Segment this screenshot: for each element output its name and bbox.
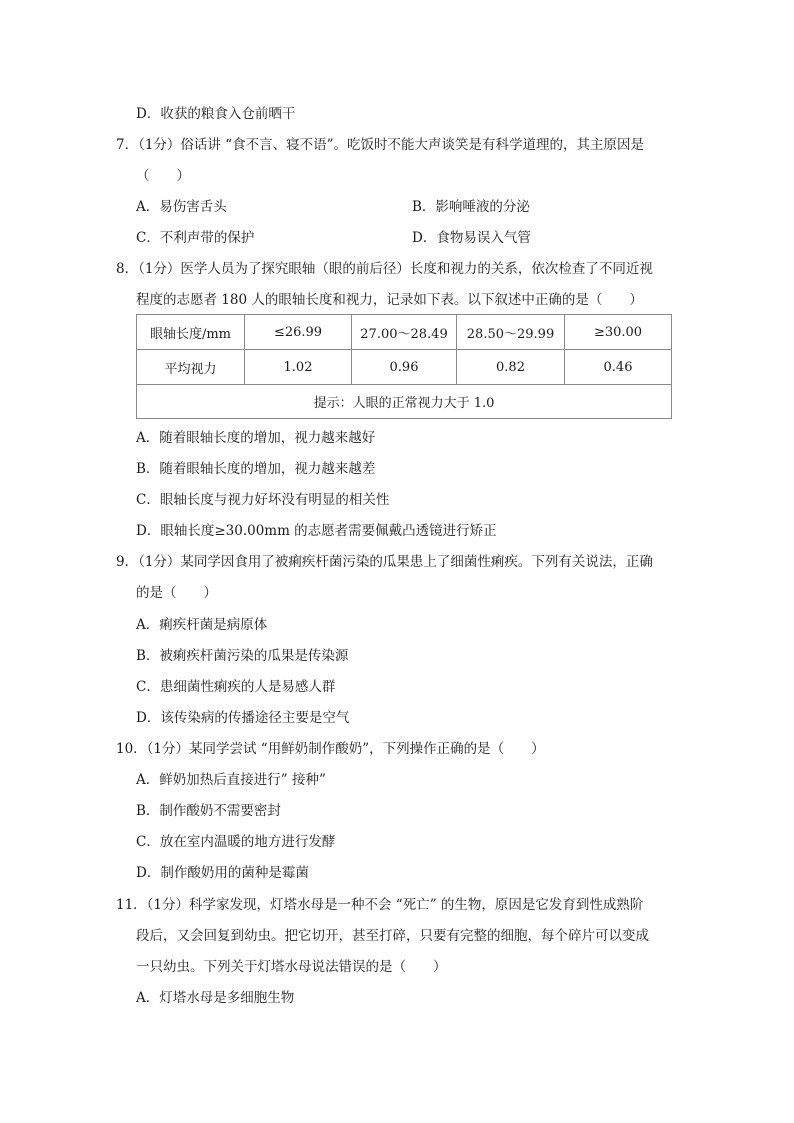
table-header-cell: ≤26.99 (245, 315, 352, 350)
q9-stem-line2: 的是（ ） (136, 585, 217, 601)
q9-option-c: C．患细菌性痢疾的人是易感人群 (136, 679, 336, 695)
table-header-cell: 眼轴长度/mm (137, 315, 245, 350)
table-hint-row (137, 385, 672, 419)
eye-axis-vision-table (136, 314, 672, 419)
table-hint: 提示：人眼的正常视力大于 1.0 (137, 385, 672, 419)
q7-stem-line2: （ ） (136, 168, 190, 184)
table-header-cell: 28.50～29.99 (457, 315, 565, 350)
q8-option-a: A．随着眼轴长度的增加，视力越来越好 (136, 430, 376, 446)
q6-option-d: D．收获的粮食入仓前晒干 (136, 106, 296, 122)
q11-stem-line1: 11．（1分）科学家发现，灯塔水母是一种不会 “死亡” 的生物，原因是它发育到性成熟阶 (116, 897, 644, 913)
q8-option-c: C．眼轴长度与视力好坏没有明显的相关性 (136, 492, 390, 508)
q7-option-a: A．易伤害舌头 (136, 199, 227, 215)
q10-option-c: C．放在室内温暖的地方进行发酵 (136, 834, 336, 850)
q7-option-b: B．影响唾液的分泌 (412, 199, 530, 215)
q8-stem-line1: 8．（1分）医学人员为了探究眼轴（眼的前后径）长度和视力的关系，依次检查了不同近视 (116, 261, 653, 277)
q7-option-c: C．不利声带的保护 (136, 230, 255, 246)
q8-option-b: B．随着眼轴长度的增加，视力越来越差 (136, 461, 376, 477)
table-cell: 0.96 (352, 350, 457, 385)
table-header-row (137, 315, 672, 350)
q9-option-d: D．该传染病的传播途径主要是空气 (136, 710, 350, 726)
q10-option-a: A．鲜奶加热后直接进行” 接种” (136, 772, 326, 788)
q10-option-b: B．制作酸奶不需要密封 (136, 803, 281, 819)
table-cell: 1.02 (245, 350, 352, 385)
q9-option-a: A．痢疾杆菌是病原体 (136, 617, 268, 633)
q8-stem-line2: 程度的志愿者 180 人的眼轴长度和视力，记录如下表。以下叙述中正确的是（ ） (136, 292, 643, 308)
table-header-cell: 27.00～28.49 (352, 315, 457, 350)
q10-stem-line1: 10．（1分）某同学尝试 “用鲜奶制作酸奶”，下列操作正确的是（ ） (116, 741, 545, 757)
table-header-cell: ≥30.00 (565, 315, 672, 350)
q9-stem-line1: 9．（1分）某同学因食用了被痢疾杆菌污染的瓜果患上了细菌性痢疾。下列有关说法，正确 (116, 554, 653, 570)
q7-stem-line1: 7．（1分）俗话讲 “食不言、寝不语”。吃饭时不能大声谈笑是有科学道理的，其主原因是 (116, 137, 645, 153)
q11-stem-line2: 段后，又会回复到幼虫。把它切开，甚至打碎，只要有完整的细胞，每个碎片可以变成 (136, 928, 649, 944)
table-row (137, 350, 672, 385)
q9-option-b: B．被痢疾杆菌污染的瓜果是传染源 (136, 648, 349, 664)
q11-option-a: A．灯塔水母是多细胞生物 (136, 990, 295, 1006)
table-cell: 平均视力 (137, 350, 245, 385)
q10-option-d: D．制作酸奶用的菌种是霉菌 (136, 865, 309, 881)
q8-option-d: D．眼轴长度≥30.00mm 的志愿者需要佩戴凸透镜进行矫正 (136, 523, 497, 539)
table-cell: 0.46 (565, 350, 672, 385)
q11-stem-line3: 一只幼虫。下列关于灯塔水母说法错误的是（ ） (136, 959, 447, 975)
table-cell: 0.82 (457, 350, 565, 385)
q7-option-d: D．食物易误入气管 (412, 230, 531, 246)
